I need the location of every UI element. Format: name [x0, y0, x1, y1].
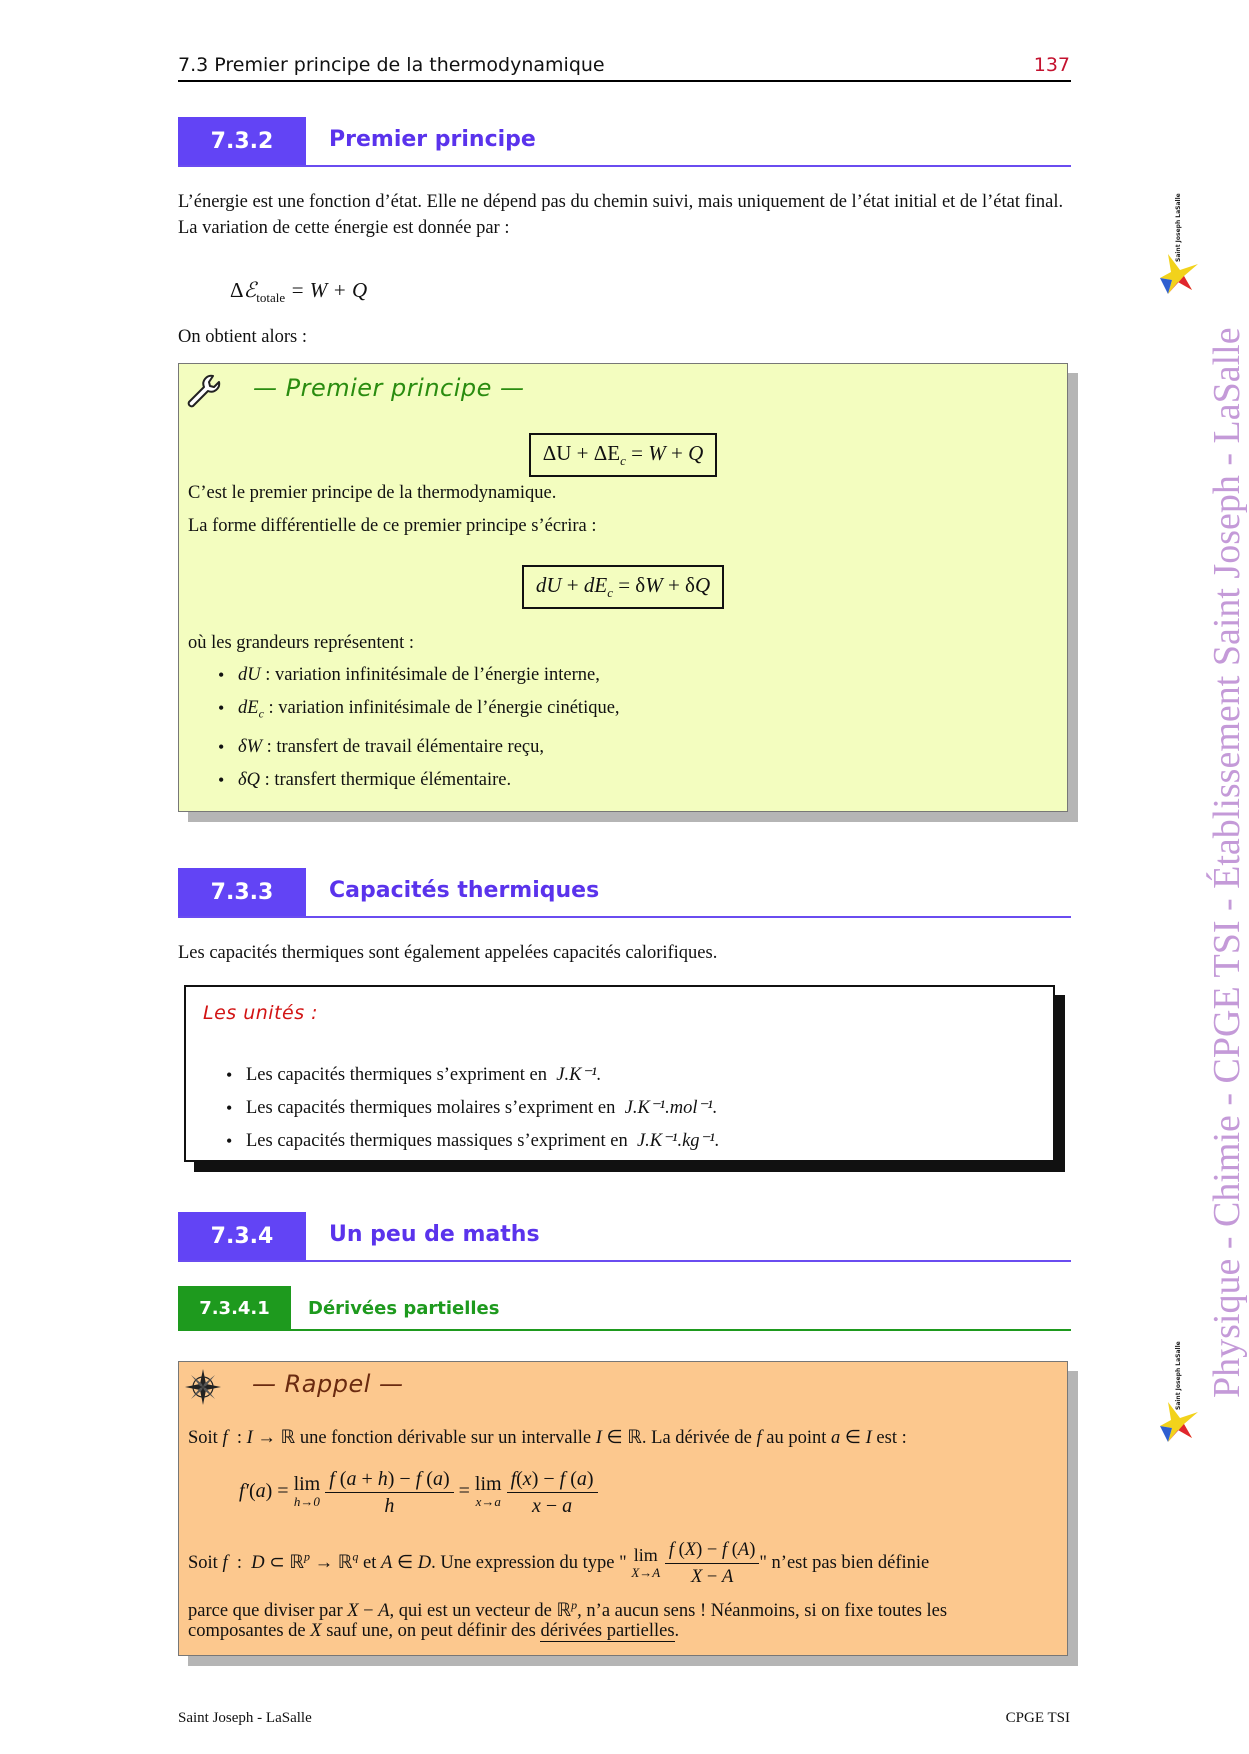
list-item: • Les capacités thermiques molaires s’expriment en J.K⁻¹.mol⁻¹.: [196, 1092, 1036, 1125]
box3-heading: — Rappel —: [252, 1370, 404, 1398]
rappel-box: [178, 1361, 1068, 1656]
rappel-line-2: Soit f : D ⊂ ℝ$^p$ → ℝ$^q$ et A ∈ D. Une expression du type " lim X→A $\frac{f (X) - f (A)}{X - A}$ " n’est pas bien définie: [188, 1537, 929, 1590]
intro-text-3: On obtient alors :: [178, 327, 307, 347]
box1-equation-2: dU + $dE_c = \delta W + \delta Q$: [522, 565, 724, 609]
logo-text: Saint Joseph LaSalle: [1175, 1341, 1182, 1410]
box1-heading: — Premier principe —: [253, 374, 525, 402]
side-vertical-title: Physique - Chimie - CPGE TSI - Établissement Saint Joseph - LaSalle: [1206, 327, 1248, 1398]
section-rule: [178, 916, 1071, 918]
section-title-premier-principe: Premier principe: [329, 127, 536, 152]
intro-paragraph: [178, 189, 1071, 241]
section-number-7-3-2: 7.3.2: [178, 117, 306, 165]
derivative-formula: f′(a) = lim h→0 $\frac{f (a + h) - f (a)}{h}$ = lim x→a $\frac{f(x) - f (a)}{x - a}$: [239, 1466, 598, 1519]
intro-text-1: L’énergie est une fonction d’état. Elle ne dépend pas du chemin suivi, mais uniquement de l’état initial et de l’état final.: [178, 192, 1064, 212]
list-item: • δW : transfert de travail élémentaire reçu,: [188, 731, 1048, 764]
premier-principe-box: [178, 363, 1068, 812]
running-header-title: 7.3 Premier principe de la thermodynamique: [178, 54, 605, 76]
header-rule: [178, 80, 1071, 82]
unites-box: [184, 985, 1055, 1162]
section-rule: [178, 165, 1071, 167]
box2-heading: Les unités :: [203, 1002, 319, 1024]
footer-left: Saint Joseph - LaSalle: [178, 1710, 312, 1726]
subsection-rule: [178, 1329, 1071, 1331]
partial-derivatives-link: dérivées partielles: [540, 1621, 675, 1641]
list-item: • dU : variation infinitésimale de l’énergie interne,: [188, 659, 1048, 692]
intro-text-2: La variation de cette énergie est donnée par :: [178, 218, 510, 238]
box1-line-2: La forme différentielle de ce premier principe s’écrira :: [188, 516, 597, 536]
rappel-line-4: composantes de X sauf une, on peut définir des dérivées partielles.: [188, 1621, 680, 1641]
box1-line-3: où les grandeurs représentent :: [188, 633, 415, 653]
section-title-maths: Un peu de maths: [329, 1222, 540, 1247]
subsection-title-derivees: Dérivées partielles: [308, 1298, 500, 1319]
school-logo-top: [1158, 193, 1204, 310]
section-rule: [178, 1260, 1071, 1262]
list-item: • $dE_c$ : variation infinitésimale de l’énergie cinétique,: [188, 692, 1048, 731]
section-title-capacites: Capacités thermiques: [329, 878, 600, 903]
rappel-line-1: Soit f : I → ℝ une fonction dérivable sur un intervalle I ∈ ℝ. La dérivée de f au point a ∈ I est :: [188, 1428, 907, 1448]
capacites-intro: Les capacités thermiques sont également appelées capacités calorifiques.: [178, 943, 718, 963]
box1-list: [188, 659, 1048, 797]
school-logo-bottom: [1158, 1341, 1204, 1458]
page-number: 137: [1033, 54, 1070, 76]
box1-line-1: C’est le premier principe de la thermodynamique.: [188, 483, 557, 503]
rappel-line-3: parce que diviser par X − A, qui est un vecteur de ℝ$^p$, n’a aucun sens ! Néanmoins, si on fixe toutes les: [188, 1598, 948, 1622]
subsection-number-7-3-4-1: 7.3.4.1: [178, 1286, 291, 1330]
box1-eq2-wrap: [179, 565, 1067, 609]
logo-text: Saint Joseph LaSalle: [1175, 193, 1182, 262]
compass-rose-icon: [184, 1368, 222, 1406]
section-number-7-3-3: 7.3.3: [178, 868, 306, 916]
box1-equation-1: $\Delta U + \Delta E_c = W + Q$: [529, 433, 718, 477]
list-item: • Les capacités thermiques massiques s’expriment en J.K⁻¹.kg⁻¹.: [196, 1125, 1036, 1158]
list-item: • δQ : transfert thermique élémentaire.: [188, 764, 1048, 797]
box2-list: [196, 1059, 1036, 1158]
section-number-7-3-4: 7.3.4: [178, 1212, 306, 1260]
wrench-icon: [183, 372, 223, 412]
box1-eq1-wrap: [179, 433, 1067, 477]
energy-equation-rhs: = W + Q: [290, 278, 368, 302]
energy-equation: Δℰ$_{totale}$ = W + Q: [230, 278, 368, 306]
footer-right: CPGE TSI: [1005, 1710, 1070, 1726]
list-item: • Les capacités thermiques s’expriment en J.K⁻¹.: [196, 1059, 1036, 1092]
